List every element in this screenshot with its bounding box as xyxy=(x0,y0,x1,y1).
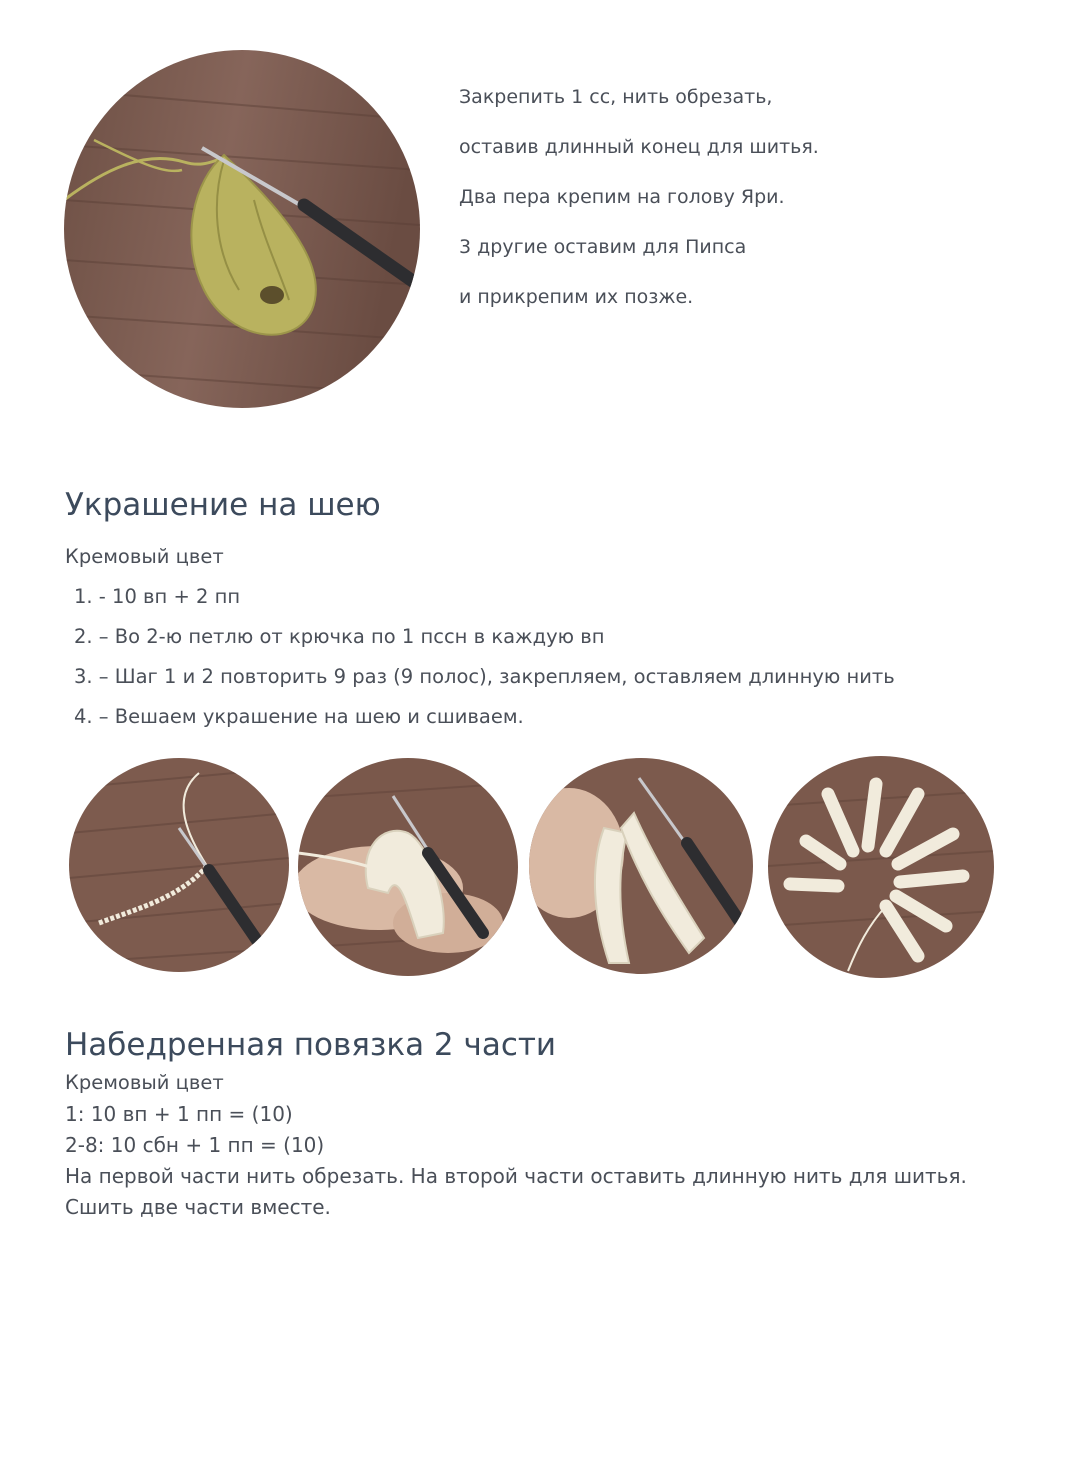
necklace-heading: Украшение на шею xyxy=(65,487,381,523)
instruction-line: Сшить две части вместе. xyxy=(65,1195,331,1219)
photo-first-strip xyxy=(298,758,518,976)
instruction-line: 2-8: 10 сбн + 1 пп = (10) xyxy=(65,1133,325,1157)
instruction-line: 1: 10 вп + 1 пп = (10) xyxy=(65,1102,293,1126)
photo-feather xyxy=(64,50,420,408)
loincloth-heading: Набедренная повязка 2 части xyxy=(65,1027,557,1063)
instruction-line: На первой части нить обрезать. На второй части оставить длинную нить для шитья. xyxy=(65,1164,967,1188)
step-item: 3. – Шаг 1 и 2 повторить 9 раз (9 полос), закрепляем, оставляем длинную нить xyxy=(74,665,895,688)
step-item: 2. – Во 2-ю петлю от крючка по 1 пссн в каждую вп xyxy=(74,625,605,648)
intro-line: Закрепить 1 сс, нить обрезать, xyxy=(459,86,773,108)
step-item: 1. - 10 вп + 2 пп xyxy=(74,585,241,608)
loincloth-instructions xyxy=(65,1099,967,1223)
loincloth-color: Кремовый цвет xyxy=(65,1071,224,1094)
necklace-steps xyxy=(74,578,895,738)
intro-line: и прикрепим их позже. xyxy=(459,286,694,308)
photo-chain xyxy=(69,758,289,972)
photo-finished-necklace xyxy=(768,756,994,978)
necklace-color: Кремовый цвет xyxy=(65,545,224,568)
intro-line: 3 другие оставим для Пипса xyxy=(459,236,747,258)
intro-text xyxy=(459,72,819,322)
intro-line: Два пера крепим на голову Яри. xyxy=(459,186,785,208)
intro-line: оставив длинный конец для шитья. xyxy=(459,136,819,158)
photo-two-strips xyxy=(529,758,753,974)
step-item: 4. – Вешаем украшение на шею и сшиваем. xyxy=(74,705,524,728)
